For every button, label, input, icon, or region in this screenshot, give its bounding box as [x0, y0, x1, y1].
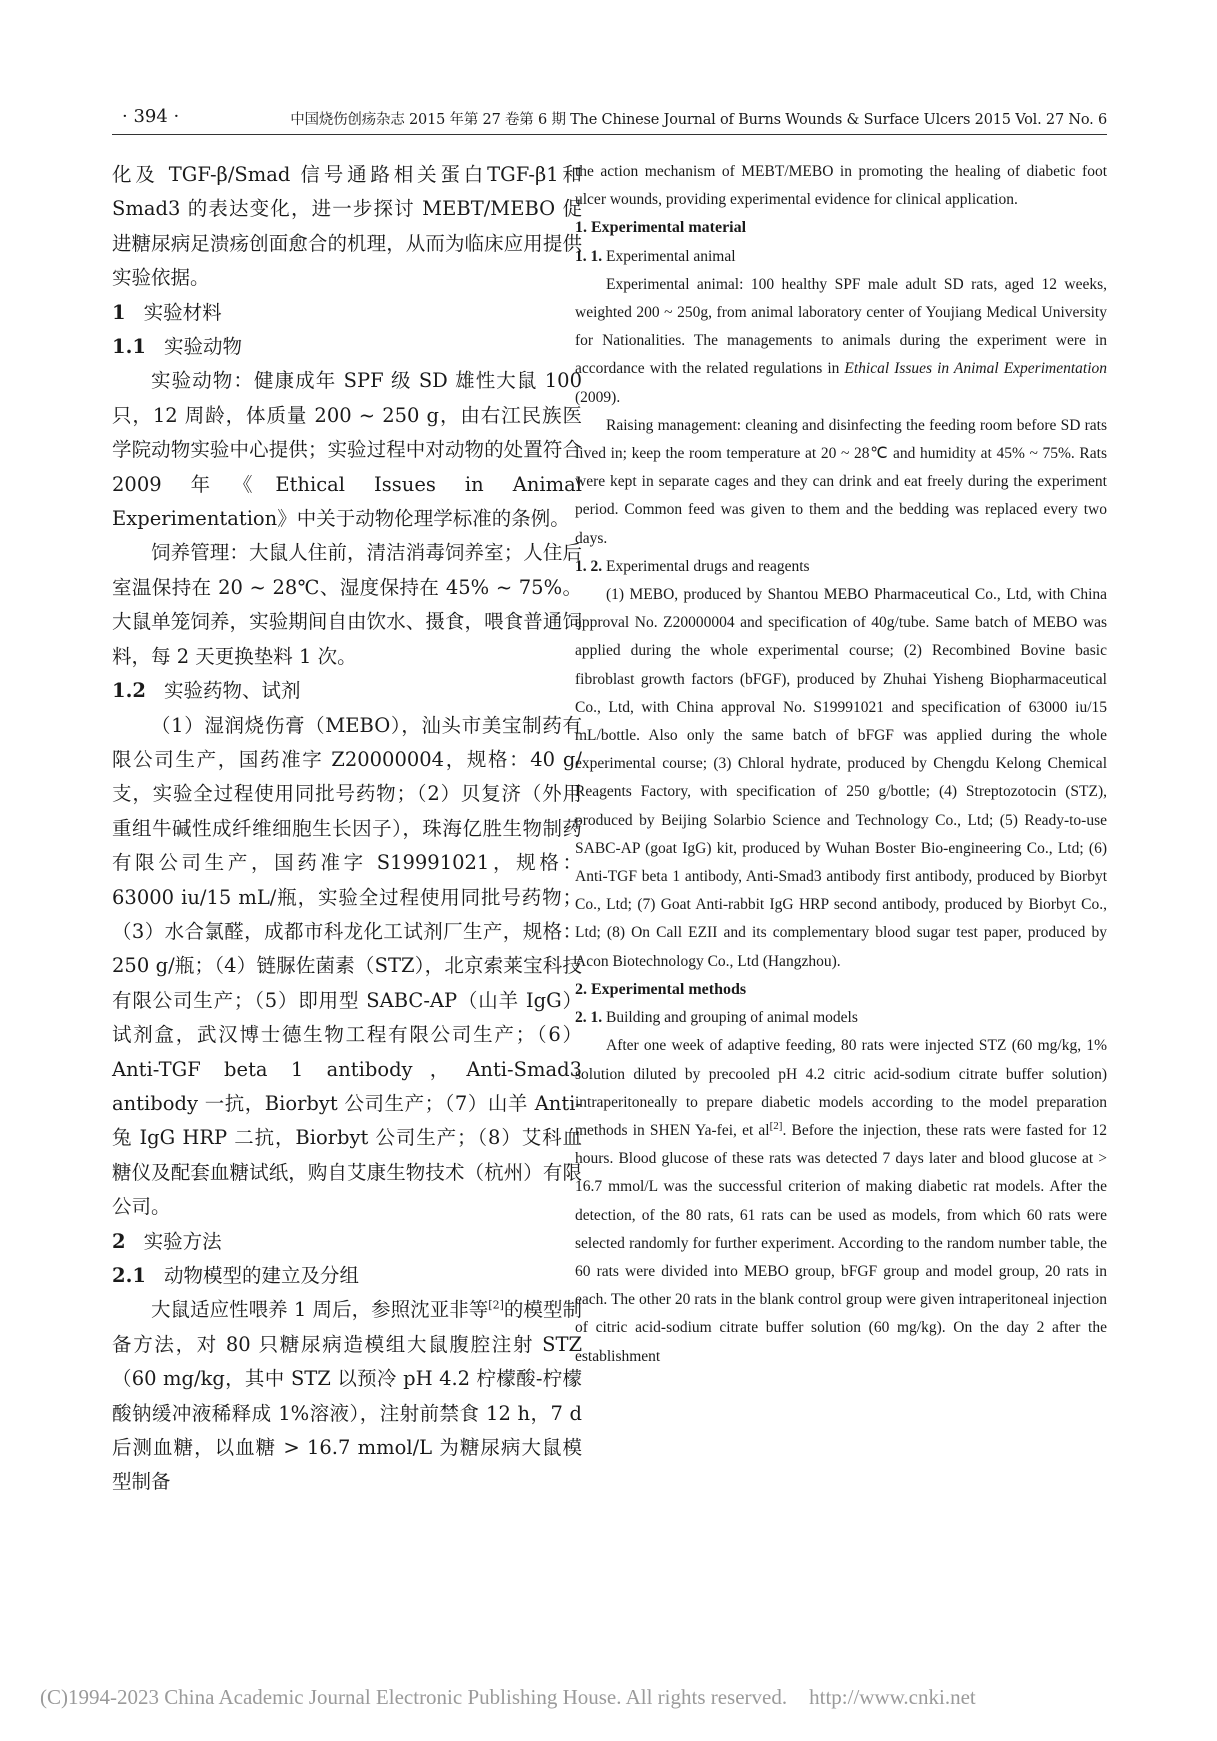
cnki-link[interactable]: http://www.cnki.net — [809, 1685, 976, 1709]
model-paragraph-en: After one week of adaptive feeding, 80 rats were injected STZ (60 mg/kg, 1% solution diluted by precooled pH 4.2 citric acid-sodium citrate buffer solution) intraperitoneally to prepare diabetic models according to the model preparation methods in SHEN Ya-fei, et al[2]. Before the injection, these rats were fasted for 12 hours. Blood glucose of these rats was detected 7 days later and blood glucose at > 16.7 mmol/L was the successful criterion of making diabetic rat models. After the detection, of the 80 rats, 61 rats can be used as models, from which 60 rats were selected randomly for further experiment. According to the random number table, the 60 rats were divided into MEBO group, bFGF group and model group, 20 rats in each. The other 20 rats in the blank control group were given intraperitoneal injection of citric acid-sodium citrate buffer solution (60 mg/kg). On the day 2 after the establishment — [575, 1037, 1107, 1365]
intro-paragraph-zh: 化及 TGF-β/Smad 信号通路相关蛋白TGF-β1和Smad3 的表达变化，进一步探讨 MEBT/MEBO 促进糖尿病足溃疡创面愈合的机理，从而为临床应用提供实验依据。 — [112, 163, 582, 290]
drugs-paragraph-en: (1) MEBO, produced by Shantou MEBO Pharmaceutical Co., Ltd, with China approval No. Z20000004 and specification of 40g/tube. Same batch of MEBO was applied during the whole experimental course; (2) Recombined Bovine basic fibroblast growth factors (bFGF), produced by Zhuhai Yisheng Biopharmaceutical Co., Ltd, with China approval No. S19991021 and specification of 63000 iu/15 mL/bottle. Also only the same batch of bFGF was applied during the whole experimental course; (3) Chloral hydrate, produced by Chengdu Kelong Chemical Reagents Factory, with specification of 250 g/bottle; (4) Streptozotocin (STZ), produced by Beijing Solarbio Science and Technology Co., Ltd; (5) Ready-to-use SABC-AP (goat IgG) kit, produced by Wuhan Boster Bio-engineering Co., Ltd; (6) Anti-TGF beta 1 antibody, Anti-Smad3 antibody first antibody, produced by Biorbyt Co., Ltd; (7) Goat Anti-rabbit IgG HRP second antibody, produced by Biorbyt Co., Ltd; (8) On Call EZII and its complementary blood sugar test paper, produced by Acon Biotechnology Co., Ltd (Hangzhou). — [575, 586, 1107, 970]
animal-paragraph-zh: 实验动物：健康成年 SPF 级 SD 雄性大鼠 100 只，12 周龄，体质量 200 ~ 250 g，由右江民族医学院动物实验中心提供；实验过程中对动物的处置符合 2009 年《Ethical Issues in Animal Experimentation》中关于动物伦理学标准的条例。 — [112, 369, 582, 531]
reference-2-zh: [2] — [488, 1298, 504, 1312]
raising-paragraph-zh: 饲养管理：大鼠人住前，清洁消毒饲养室；人住后室温保持在 20 ~ 28℃、湿度保持在 45% ~ 75%。大鼠单笼饲养，实验期间自由饮水、摄食，喂食普通饲料，每 2 天更换垫料 1 次。 — [112, 541, 582, 668]
raising-paragraph-en: Raising management: cleaning and disinfecting the feeding room before SD rats lived in; keep the room temperature at 20 ~ 28℃ and humidity at 45% ~ 75%. Rats were kept in separate cages and they can drink and eat freely during the experiment period. Common feed was given to them and the bedding was replaced every two days. — [575, 416, 1107, 547]
english-column — [575, 158, 1107, 1371]
intro-paragraph-en: the action mechanism of MEBT/MEBO in promoting the healing of diabetic foot ulcer wounds, providing experimental evidence for clinical application. — [575, 163, 1107, 209]
copyright-text: (C)1994-2023 China Academic Journal Electronic Publishing House. All rights reserved. — [40, 1685, 788, 1709]
animal-paragraph-en: Experimental animal: 100 healthy SPF male adult SD rats, aged 12 weeks, weighted 200 ~ 250g, from animal laboratory center of Youjiang Medical University for Nationalities. The managements to animals during the experiment were in accordance with the related regulations in Ethical Issues in Animal Experimentation (2009). — [575, 275, 1108, 406]
drugs-paragraph-zh: （1）湿润烧伤膏（MEBO），汕头市美宝制药有限公司生产，国药准字 Z20000004，规格：40 g/支，实验全过程使用同批号药物；（2）贝复济（外用重组牛碱性成纤维细胞生长因子），珠海亿胜生物制药有限公司生产，国药准字 S19991021，规格：63000 iu/15 mL/瓶，实验全过程使用同批号药物；（3）水合氯醛，成都市科龙化工试剂厂生产，规格：250 g/瓶；（4）链脲佐菌素（STZ），北京索莱宝科技有限公司生产；（5）即用型 SABC-AP（山羊 IgG）试剂盒，武汉博士德生物工程有限公司生产；（6）Anti-TGF beta 1 antibody，Anti-Smad3 antibody 一抗，Biorbyt 公司生产；（7）山羊 Anti-兔 IgG HRP 二抗，Biorbyt 公司生产；（8）艾科血糖仪及配套血糖试纸，购自艾康生物技术（杭州）有限公司。 — [112, 713, 582, 1219]
running-header — [112, 106, 1107, 135]
section-1-1-heading-zh: 1.1 实验动物 — [112, 335, 242, 359]
section-2-1-heading-zh: 2.1 动物模型的建立及分组 — [112, 1264, 359, 1287]
section-2-1-heading-en: 2. 1. Building and grouping of animal models — [575, 1009, 858, 1027]
model-paragraph-zh: 大鼠适应性喂养 1 周后，参照沈亚非等[2]的模型制备方法，对 80 只糖尿病造模组大鼠腹腔注射 STZ（60 mg/kg，其中 STZ 以预冷 pH 4.2 柠檬酸-柠檬酸钠缓冲液稀释成 1%溶液），注射前禁食 12 h，7 d 后测血糖，以血糖 > 16.7 mmol/L 为糖尿病大鼠模型制备 — [112, 1298, 582, 1494]
page-number: · 394 · — [122, 106, 180, 127]
section-1-2-heading-en: 1. 2. Experimental drugs and reagents — [575, 557, 810, 575]
section-2-heading-zh: 2 实验方法 — [112, 1229, 222, 1253]
journal-citation: 中国烧伤创疡杂志 2015 年第 27 卷第 6 期 The Chinese Journal of Burns Wounds & Surface Ulcers 2015 Vol. 27 No. 6 — [290, 112, 1107, 128]
section-1-heading-zh: 1 实验材料 — [112, 300, 222, 324]
section-1-1-heading-en: 1. 1. Experimental animal — [575, 247, 736, 265]
reference-2-en: [2] — [769, 1119, 783, 1132]
section-2-heading-en: 2. Experimental methods — [575, 980, 747, 998]
copyright-footer — [40, 1685, 976, 1710]
section-1-heading-en: 1. Experimental material — [575, 219, 747, 237]
section-1-2-heading-zh: 1.2 实验药物、试剂 — [112, 679, 301, 703]
chinese-column — [112, 158, 582, 1500]
